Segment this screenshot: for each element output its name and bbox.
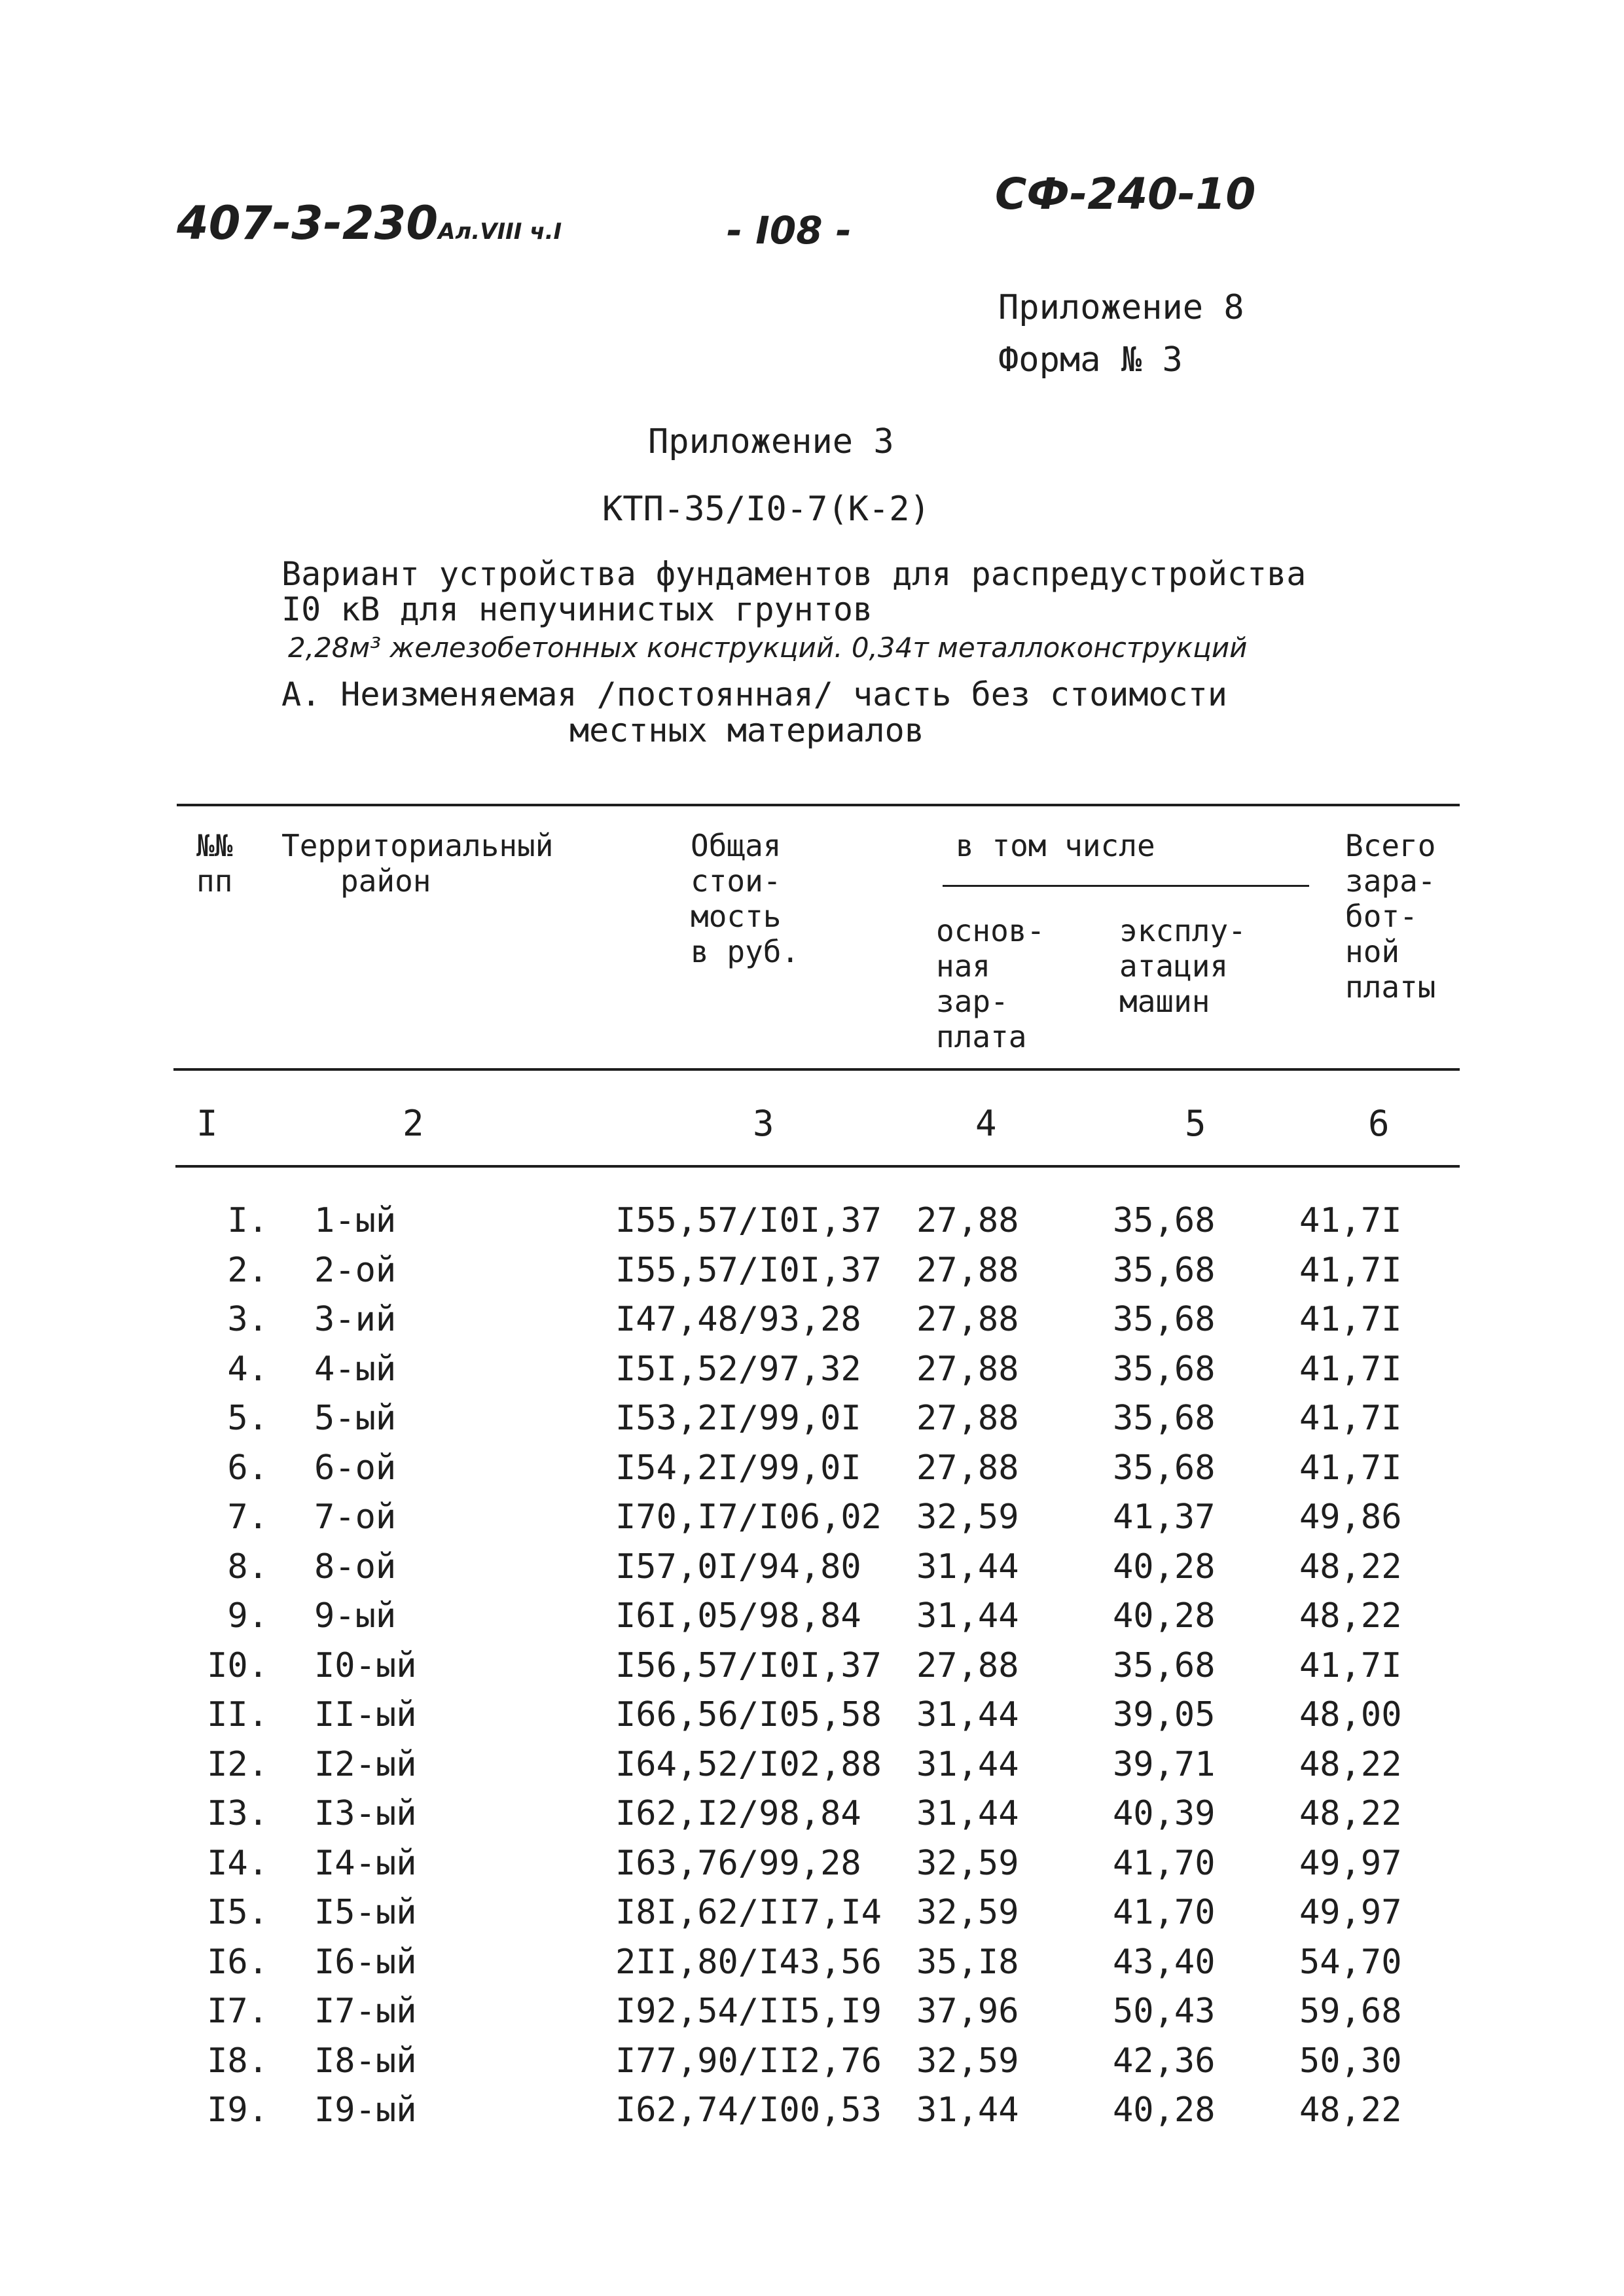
column-number: 2 [403, 1103, 424, 1144]
row-region: II-ый [314, 1695, 417, 1734]
row-region: I9-ый [314, 2090, 417, 2130]
header-region-line: Территориальный [281, 828, 554, 863]
row-number: I9. [207, 2090, 268, 2130]
group-underline [943, 885, 1309, 887]
row-base-salary: 27,88 [916, 1201, 1019, 1240]
header-total-line: мость [691, 899, 782, 934]
row-base-salary: 31,44 [916, 1745, 1019, 1784]
page-number: - I08 - [727, 208, 852, 253]
row-total-salary: 41,7I [1299, 1646, 1402, 1685]
header-machines [1119, 913, 1246, 1019]
row-total-cost: I57,0I/94,80 [615, 1547, 861, 1587]
row-region: 4-ый [314, 1350, 397, 1389]
row-total-salary: 59,68 [1299, 1992, 1402, 2031]
row-total-salary: 41,7I [1299, 1251, 1402, 1290]
header-total-line: в руб. [691, 934, 800, 969]
row-number: I3. [207, 1794, 268, 1833]
row-number: 9. [227, 1596, 268, 1636]
row-machine-operation: 39,05 [1113, 1695, 1216, 1734]
row-total-salary: 54,70 [1299, 1943, 1402, 1982]
row-total-salary: 48,00 [1299, 1695, 1402, 1734]
row-machine-operation: 35,68 [1113, 1448, 1216, 1488]
row-number: 5. [227, 1399, 268, 1438]
description-line-2: I0 кВ для непучинистых грунтов [281, 590, 873, 628]
row-region: 6-ой [314, 1448, 397, 1488]
appendix-label: Приложение 8 [998, 288, 1244, 327]
row-total-cost: I54,2I/99,0I [615, 1448, 861, 1488]
header-num-line: №№ [196, 828, 233, 863]
header-salary-line: ная [936, 948, 991, 984]
row-number: I. [227, 1201, 268, 1240]
row-machine-operation: 35,68 [1113, 1399, 1216, 1438]
header-num [196, 828, 232, 899]
description-line-1: Вариант устройства фундаментов для распредустройства [281, 555, 1307, 593]
row-machine-operation: 40,28 [1113, 1547, 1216, 1587]
row-region: 7-ой [314, 1498, 397, 1537]
row-total-salary: 49,86 [1299, 1498, 1402, 1537]
row-number: I7. [207, 1992, 268, 2031]
header-salary-line: основ- [936, 913, 1045, 948]
row-number: I8. [207, 2041, 268, 2081]
header-all-salary-line: ной [1345, 934, 1400, 969]
document-code-text: 407-3-230 [177, 196, 439, 250]
row-machine-operation: 40,39 [1113, 1794, 1216, 1833]
row-region: I8-ый [314, 2041, 417, 2081]
row-total-salary: 41,7I [1299, 1399, 1402, 1438]
row-machine-operation: 41,37 [1113, 1498, 1216, 1537]
row-base-salary: 32,59 [916, 2041, 1019, 2081]
row-total-cost: I62,I2/98,84 [615, 1794, 861, 1833]
header-total-line: стои- [691, 863, 782, 899]
header-all-salary-line: Всего [1345, 828, 1436, 863]
row-total-salary: 41,7I [1299, 1300, 1402, 1339]
header-total-line: Общая [691, 828, 782, 863]
section-line-2: местных материалов [569, 711, 924, 749]
row-region: 1-ый [314, 1201, 397, 1240]
header-num-line: пп [196, 863, 233, 899]
header-all-salary [1345, 828, 1435, 1005]
row-machine-operation: 40,28 [1113, 1596, 1216, 1636]
row-machine-operation: 41,70 [1113, 1893, 1216, 1932]
row-total-salary: 48,22 [1299, 1547, 1402, 1587]
row-region: I6-ый [314, 1943, 417, 1982]
row-machine-operation: 42,36 [1113, 2041, 1216, 2081]
column-number: I [196, 1103, 218, 1144]
document-code [177, 196, 562, 250]
row-number: 3. [227, 1300, 268, 1339]
column-number: 3 [753, 1103, 774, 1144]
row-number: 2. [227, 1251, 268, 1290]
row-base-salary: 32,59 [916, 1844, 1019, 1883]
row-region: 5-ый [314, 1399, 397, 1438]
row-machine-operation: 50,43 [1113, 1992, 1216, 2031]
row-region: I7-ый [314, 1992, 417, 2031]
header-all-salary-line: платы [1345, 969, 1436, 1005]
row-region: 2-ой [314, 1251, 397, 1290]
row-total-cost: I92,54/II5,I9 [615, 1992, 882, 2031]
row-number: 8. [227, 1547, 268, 1587]
row-total-salary: 48,22 [1299, 1794, 1402, 1833]
row-base-salary: 27,88 [916, 1350, 1019, 1389]
row-base-salary: 27,88 [916, 1646, 1019, 1685]
form-label: Форма № 3 [998, 340, 1183, 380]
header-bottom-rule [173, 1068, 1460, 1071]
row-base-salary: 31,44 [916, 1695, 1019, 1734]
row-number: 6. [227, 1448, 268, 1488]
column-number: 4 [975, 1103, 997, 1144]
row-total-salary: 48,22 [1299, 1745, 1402, 1784]
row-total-cost: I5I,52/97,32 [615, 1350, 861, 1389]
header-all-salary-line: бот- [1345, 899, 1418, 934]
row-machine-operation: 39,71 [1113, 1745, 1216, 1784]
row-total-cost: I70,I7/I06,02 [615, 1498, 882, 1537]
row-total-cost: I55,57/I0I,37 [615, 1201, 882, 1240]
header-all-salary-line: зара- [1345, 863, 1436, 899]
column-number: 6 [1368, 1103, 1390, 1144]
substation-code: КТП-35/I0-7(К-2) [602, 490, 930, 529]
stamp-code: СФ-240-10 [995, 169, 1256, 219]
row-region: 3-ий [314, 1300, 397, 1339]
row-base-salary: 31,44 [916, 1596, 1019, 1636]
row-total-cost: I56,57/I0I,37 [615, 1646, 882, 1685]
row-base-salary: 27,88 [916, 1300, 1019, 1339]
row-total-cost: I77,90/II2,76 [615, 2041, 882, 2081]
header-salary [936, 913, 1045, 1054]
row-region: I4-ый [314, 1844, 417, 1883]
row-total-cost: I8I,62/II7,I4 [615, 1893, 882, 1932]
row-base-salary: 32,59 [916, 1893, 1019, 1932]
row-base-salary: 27,88 [916, 1399, 1019, 1438]
row-number: I6. [207, 1943, 268, 1982]
header-salary-line: плата [936, 1019, 1027, 1054]
header-region-line: район [340, 863, 431, 899]
row-base-salary: 31,44 [916, 1794, 1019, 1833]
header-salary-line: зар- [936, 984, 1009, 1019]
row-total-cost: I55,57/I0I,37 [615, 1251, 882, 1290]
row-machine-operation: 35,68 [1113, 1251, 1216, 1290]
row-number: II. [207, 1695, 268, 1734]
row-base-salary: 32,59 [916, 1498, 1019, 1537]
row-total-salary: 48,22 [1299, 1596, 1402, 1636]
row-total-salary: 41,7I [1299, 1350, 1402, 1389]
row-region: 8-ой [314, 1547, 397, 1587]
row-base-salary: 27,88 [916, 1448, 1019, 1488]
section-line-1: А. Неизменяемая /постоянная/ часть без стоимости [281, 675, 1227, 713]
row-total-salary: 41,7I [1299, 1201, 1402, 1240]
row-total-cost: I63,76/99,28 [615, 1844, 861, 1883]
row-base-salary: 37,96 [916, 1992, 1019, 2031]
row-machine-operation: 43,40 [1113, 1943, 1216, 1982]
row-number: I0. [207, 1646, 268, 1685]
row-total-cost: I66,56/I05,58 [615, 1695, 882, 1734]
row-base-salary: 31,44 [916, 2090, 1019, 2130]
row-machine-operation: 35,68 [1113, 1646, 1216, 1685]
column-numbers-rule [175, 1165, 1460, 1168]
row-total-salary: 41,7I [1299, 1448, 1402, 1488]
column-number: 5 [1185, 1103, 1206, 1144]
row-machine-operation: 35,68 [1113, 1201, 1216, 1240]
row-number: I2. [207, 1745, 268, 1784]
row-total-cost: I53,2I/99,0I [615, 1399, 861, 1438]
row-machine-operation: 35,68 [1113, 1300, 1216, 1339]
document-code-suffix: Ал.VIII ч.I [438, 219, 562, 245]
row-total-salary: 48,22 [1299, 2090, 1402, 2130]
row-region: I3-ый [314, 1794, 417, 1833]
header-group: в том числе [956, 828, 1155, 863]
row-machine-operation: 40,28 [1113, 2090, 1216, 2130]
row-total-cost: I6I,05/98,84 [615, 1596, 861, 1636]
header-machines-line: машин [1119, 984, 1210, 1019]
row-machine-operation: 41,70 [1113, 1844, 1216, 1883]
row-total-cost: 2II,80/I43,56 [615, 1943, 882, 1982]
row-number: 4. [227, 1350, 268, 1389]
row-number: I5. [207, 1893, 268, 1932]
row-total-salary: 50,30 [1299, 2041, 1402, 2081]
header-machines-line: атация [1119, 948, 1229, 984]
handwritten-materials-note: 2,28м³ железобетонных конструкций. 0,34т металлоконструкций [288, 632, 1248, 664]
row-total-salary: 49,97 [1299, 1893, 1402, 1932]
header-machines-line: эксплу- [1119, 913, 1246, 948]
row-base-salary: 35,I8 [916, 1943, 1019, 1982]
row-number: I4. [207, 1844, 268, 1883]
row-base-salary: 31,44 [916, 1547, 1019, 1587]
row-number: 7. [227, 1498, 268, 1537]
row-machine-operation: 35,68 [1113, 1350, 1216, 1389]
row-region: I0-ый [314, 1646, 417, 1685]
row-total-cost: I64,52/I02,88 [615, 1745, 882, 1784]
row-total-cost: I47,48/93,28 [615, 1300, 861, 1339]
header-total [691, 828, 799, 969]
row-total-cost: I62,74/I00,53 [615, 2090, 882, 2130]
row-total-salary: 49,97 [1299, 1844, 1402, 1883]
header-region [281, 828, 553, 899]
table-top-rule [177, 804, 1460, 806]
row-region: 9-ый [314, 1596, 397, 1636]
row-region: I2-ый [314, 1745, 417, 1784]
row-region: I5-ый [314, 1893, 417, 1932]
appendix-title: Приложение 3 [648, 422, 894, 461]
row-base-salary: 27,88 [916, 1251, 1019, 1290]
